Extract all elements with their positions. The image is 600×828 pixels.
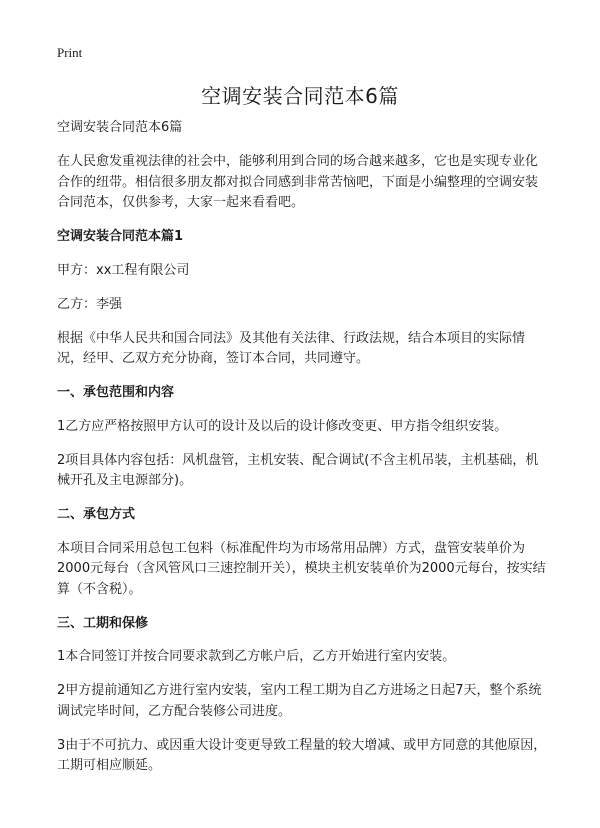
clause-heading-method: 二、承包方式: [57, 507, 136, 522]
document-body: [57, 118, 547, 790]
party-b: 乙方：李强: [57, 296, 123, 312]
section-heading: 空调安装合同范本篇1: [57, 229, 184, 244]
party-a: 甲方：xx工程有限公司: [57, 262, 190, 278]
clause-heading-schedule: 三、工期和保修: [57, 615, 149, 631]
print-link[interactable]: Print: [57, 45, 83, 60]
clause-paragraph: 3由于不可抗力、或因重大设计变更导致工程量的较大增减、或甲方同意的其他原因，工期可相应顺延。: [57, 737, 547, 773]
clause-paragraph: 2甲方提前通知乙方进行室内安装，室内工程工期为自乙方进场之日起7天，整个系统调试完毕时间，乙方配合装修公司进度。: [57, 683, 542, 719]
page-title: 空调安装合同范本6篇: [201, 84, 399, 108]
basis-paragraph: 根据《中华人民共和国合同法》及其他有关法律、行政法规，结合本项目的实际情况，经甲、乙双方充分协商，签订本合同，共同遵守。: [57, 330, 526, 366]
clause-paragraph: 本项目合同采用总包工包料（标准配件均为市场常用品牌）方式，盘管安装单价为2000元每台（含风管风口三速控制开关），模块主机安装单价为2000元每台，按实结算（不含税）。: [57, 540, 546, 597]
document-subtitle: 空调安装合同范本6篇: [57, 120, 183, 135]
clause-heading-scope: 一、承包范围和内容: [57, 385, 175, 400]
intro-paragraph: 在人民愈发重视法律的社会中，能够利用到合同的场合越来越多，它也是实现专业化合作的纽带。相信很多朋友都对拟合同感到非常苦恼吧，下面是小编整理的空调安装合同范本，仅供参考，大家一起来看看吧。: [57, 154, 539, 210]
clause-paragraph: 1乙方应严格按照甲方认可的设计及以后的设计修改变更、甲方指令组织安装。: [57, 418, 508, 434]
clause-paragraph: 1本合同签订并按合同要求款到乙方帐户后，乙方开始进行室内安装。: [57, 649, 456, 664]
clause-paragraph: 2项目具体内容包括：风机盘管，主机安装、配合调试(不含主机吊装，主机基础，机械开孔及主电源部分)。: [57, 452, 539, 488]
